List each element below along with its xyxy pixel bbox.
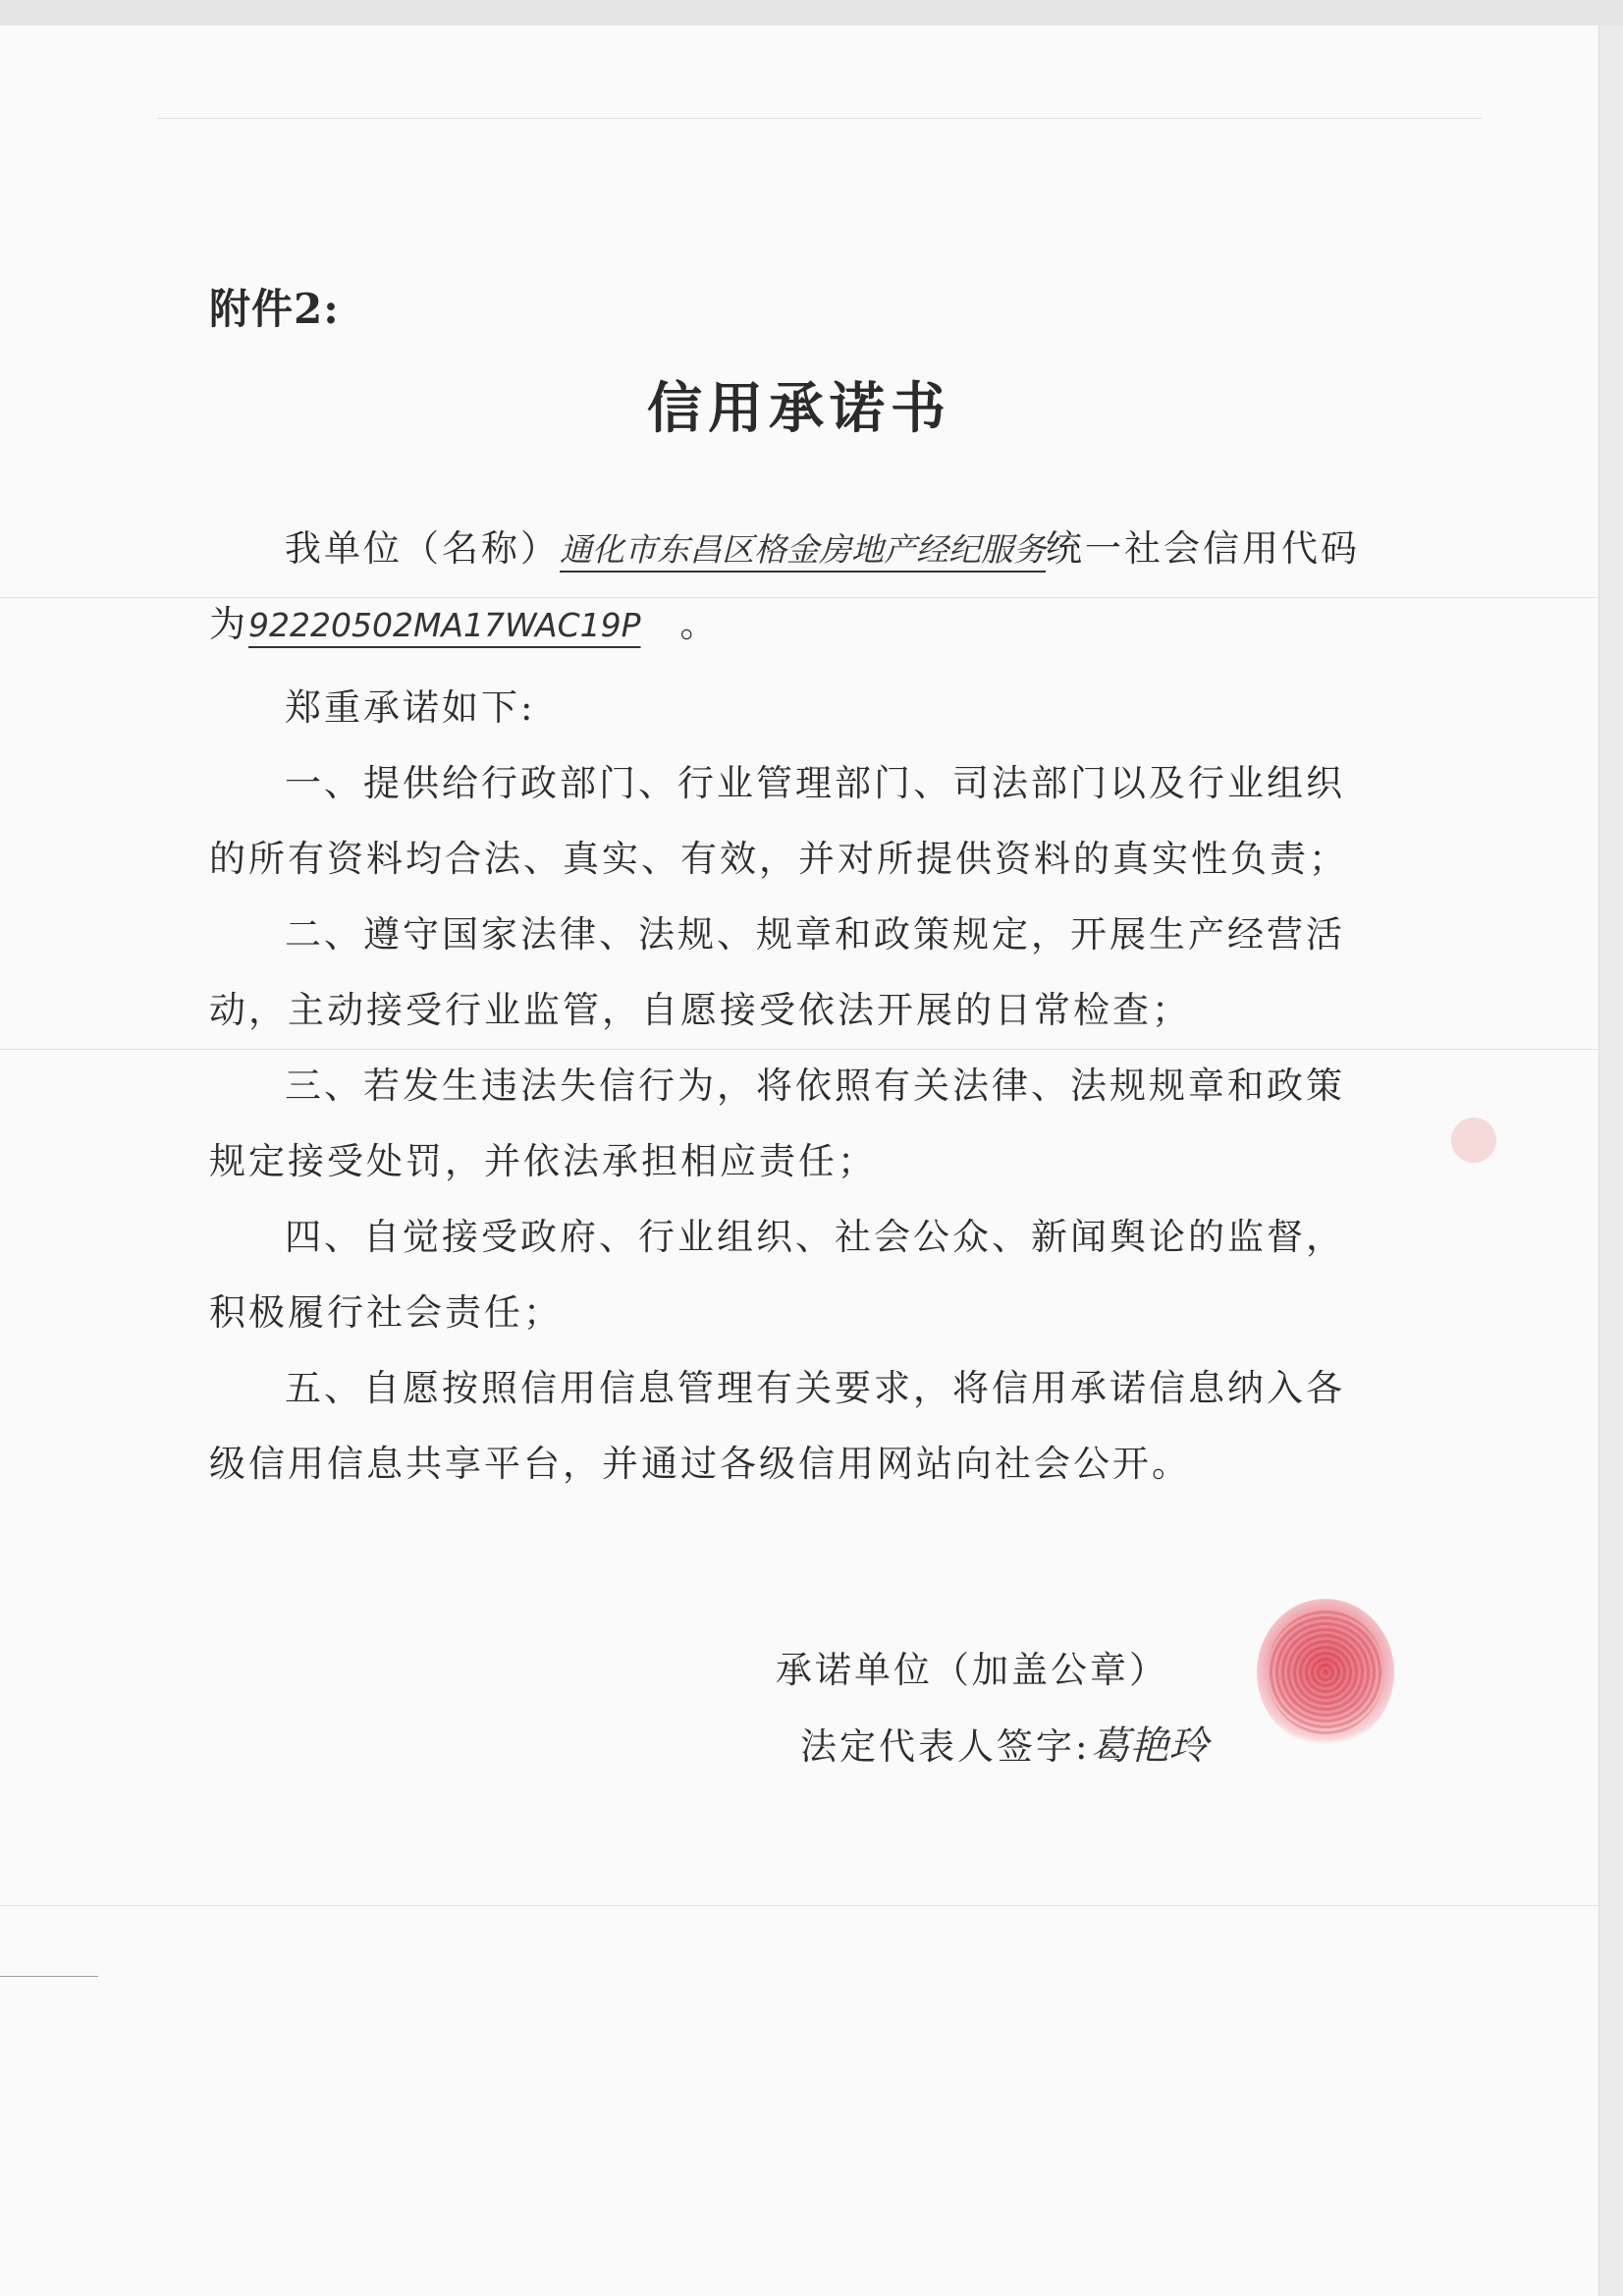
scan-artifact-line: [157, 118, 1483, 119]
intro-prefix: 我单位（名称）: [285, 527, 560, 570]
item-2-line-1: 二、遵守国家法律、法规、规章和政策规定，开展生产经营活: [285, 913, 1345, 956]
committing-unit-label: 承诺单位（加盖公章）: [776, 1649, 1168, 1691]
commit-heading: 郑重承诺如下:: [285, 686, 536, 729]
credit-code-handwritten: 92220502MA17WAC19P: [248, 606, 641, 644]
scan-top-band: [0, 0, 1623, 26]
intro-mid: 统一社会信用代码: [1046, 527, 1360, 570]
attachment-label: 附件2:: [209, 285, 340, 333]
scan-artifact-line: [0, 1976, 98, 1977]
item-3-line-2: 规定接受处罚，并依法承担相应责任；: [209, 1140, 877, 1182]
item-4-line-2: 积极履行社会责任；: [209, 1291, 563, 1334]
intro-line-2: [209, 594, 720, 647]
intro-line-1: [285, 519, 1360, 572]
signature-block: [776, 1640, 1208, 1771]
scan-artifact-line: [0, 1905, 1598, 1906]
item-5-line-2: 级信用信息共享平台，并通过各级信用网站向社会公开。: [209, 1443, 1191, 1485]
item-1-line-1: 一、提供给行政部门、行业管理部门、司法部门以及行业组织: [285, 762, 1345, 804]
item-3-line-1: 三、若发生违法失信行为，将依照有关法律、法规规章和政策: [285, 1065, 1345, 1107]
item-5-line-1: 五、自愿按照信用信息管理有关要求，将信用承诺信息纳入各: [285, 1367, 1345, 1409]
item-2-line-2: 动，主动接受行业监管，自愿接受依法开展的日常检查；: [209, 989, 1191, 1031]
scan-artifact-line: [0, 1049, 1598, 1050]
legal-rep-label: 法定代表人签字:: [800, 1725, 1091, 1768]
company-seal-texture: [1267, 1611, 1384, 1734]
item-4-line-1: 四、自觉接受政府、行业组织、社会公众、新闻舆论的监督，: [285, 1216, 1345, 1258]
legal-rep-signature: 葛艳玲: [1090, 1723, 1209, 1769]
faint-stamp-mark: [1451, 1118, 1496, 1163]
legal-rep-line: [800, 1715, 1208, 1771]
code-prefix: 为: [209, 603, 248, 645]
document-title: 信用承诺书: [647, 376, 951, 441]
company-name-handwritten: 通化市东昌区格金房地产经纪服务: [560, 530, 1046, 569]
code-suffix: 。: [679, 603, 720, 645]
item-1-line-2: 的所有资料均合法、真实、有效，并对所提供资料的真实性负责；: [209, 838, 1348, 880]
